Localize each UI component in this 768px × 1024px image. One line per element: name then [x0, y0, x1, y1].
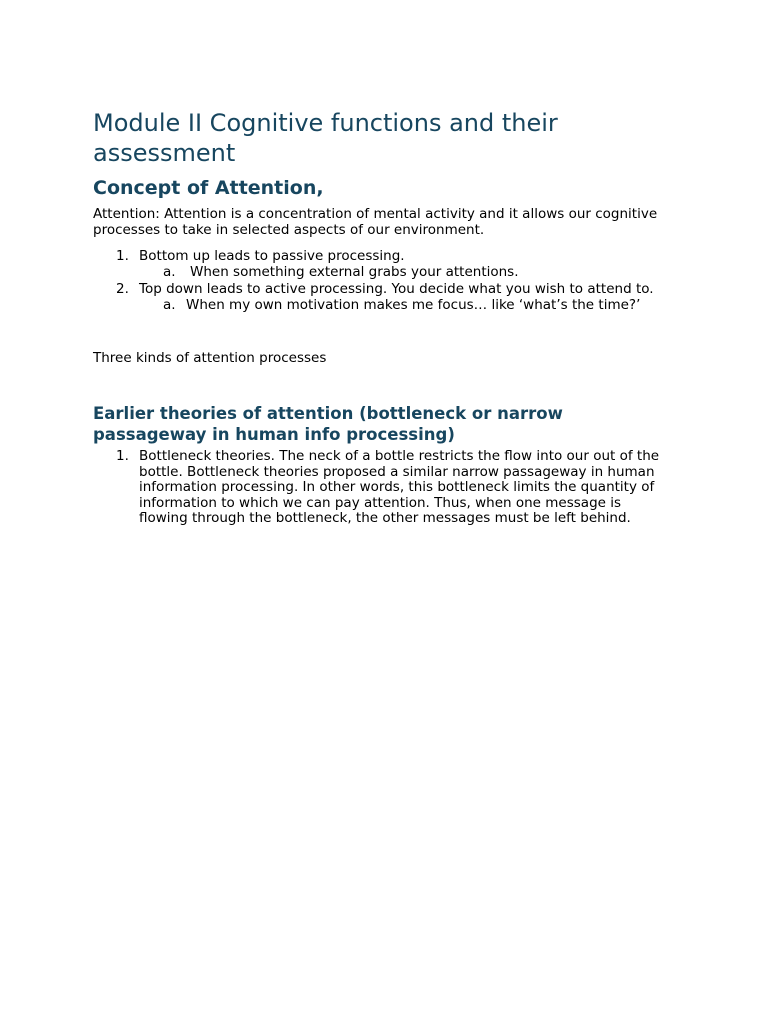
sub-list-letter: a.: [163, 297, 176, 313]
list-item-text: Bottom up leads to passive processing.: [139, 248, 405, 264]
sub-list-item-text: When my own motivation makes me focus… like ‘what’s the time?’: [186, 297, 641, 313]
list-number: 2.: [116, 281, 129, 297]
sub-list-item: [93, 264, 673, 280]
list-item: [93, 281, 673, 297]
sub-list-letter: a.: [163, 264, 176, 280]
list-number: 1.: [116, 448, 129, 464]
document-page: [93, 108, 673, 527]
section-heading-earlier-theories: Earlier theories of attention (bottleneck or narrow passageway in human info processing): [93, 404, 563, 444]
section-heading-attention: Concept of Attention,: [93, 177, 324, 199]
attention-definition: Attention: Attention is a concentration of mental activity and it allows our cognitive processes to take in selected aspects of our environment.: [93, 206, 658, 238]
sub-list-item: [93, 297, 673, 313]
attention-list: [93, 248, 673, 313]
theories-list: [93, 449, 673, 527]
three-kinds-text: Three kinds of attention processes: [93, 350, 327, 366]
list-number: 1.: [116, 248, 129, 264]
list-item: [93, 248, 673, 264]
list-item-text: Top down leads to active processing. You decide what you wish to attend to.: [139, 281, 654, 297]
document-title: Module II Cognitive functions and their assessment: [93, 109, 558, 167]
sub-list-item-text: When something external grabs your attentions.: [190, 264, 519, 280]
list-item: [93, 449, 673, 527]
list-item-text: Bottleneck theories. The neck of a bottle restricts the flow into our out of the bottle. Bottleneck theories proposed a similar narrow passageway in human information processing. In other words, this bottleneck limits the quantity of information to which we can pay attention. Thus, when one message is flowing through the bottleneck, the other messages must be left behind.: [139, 448, 660, 527]
